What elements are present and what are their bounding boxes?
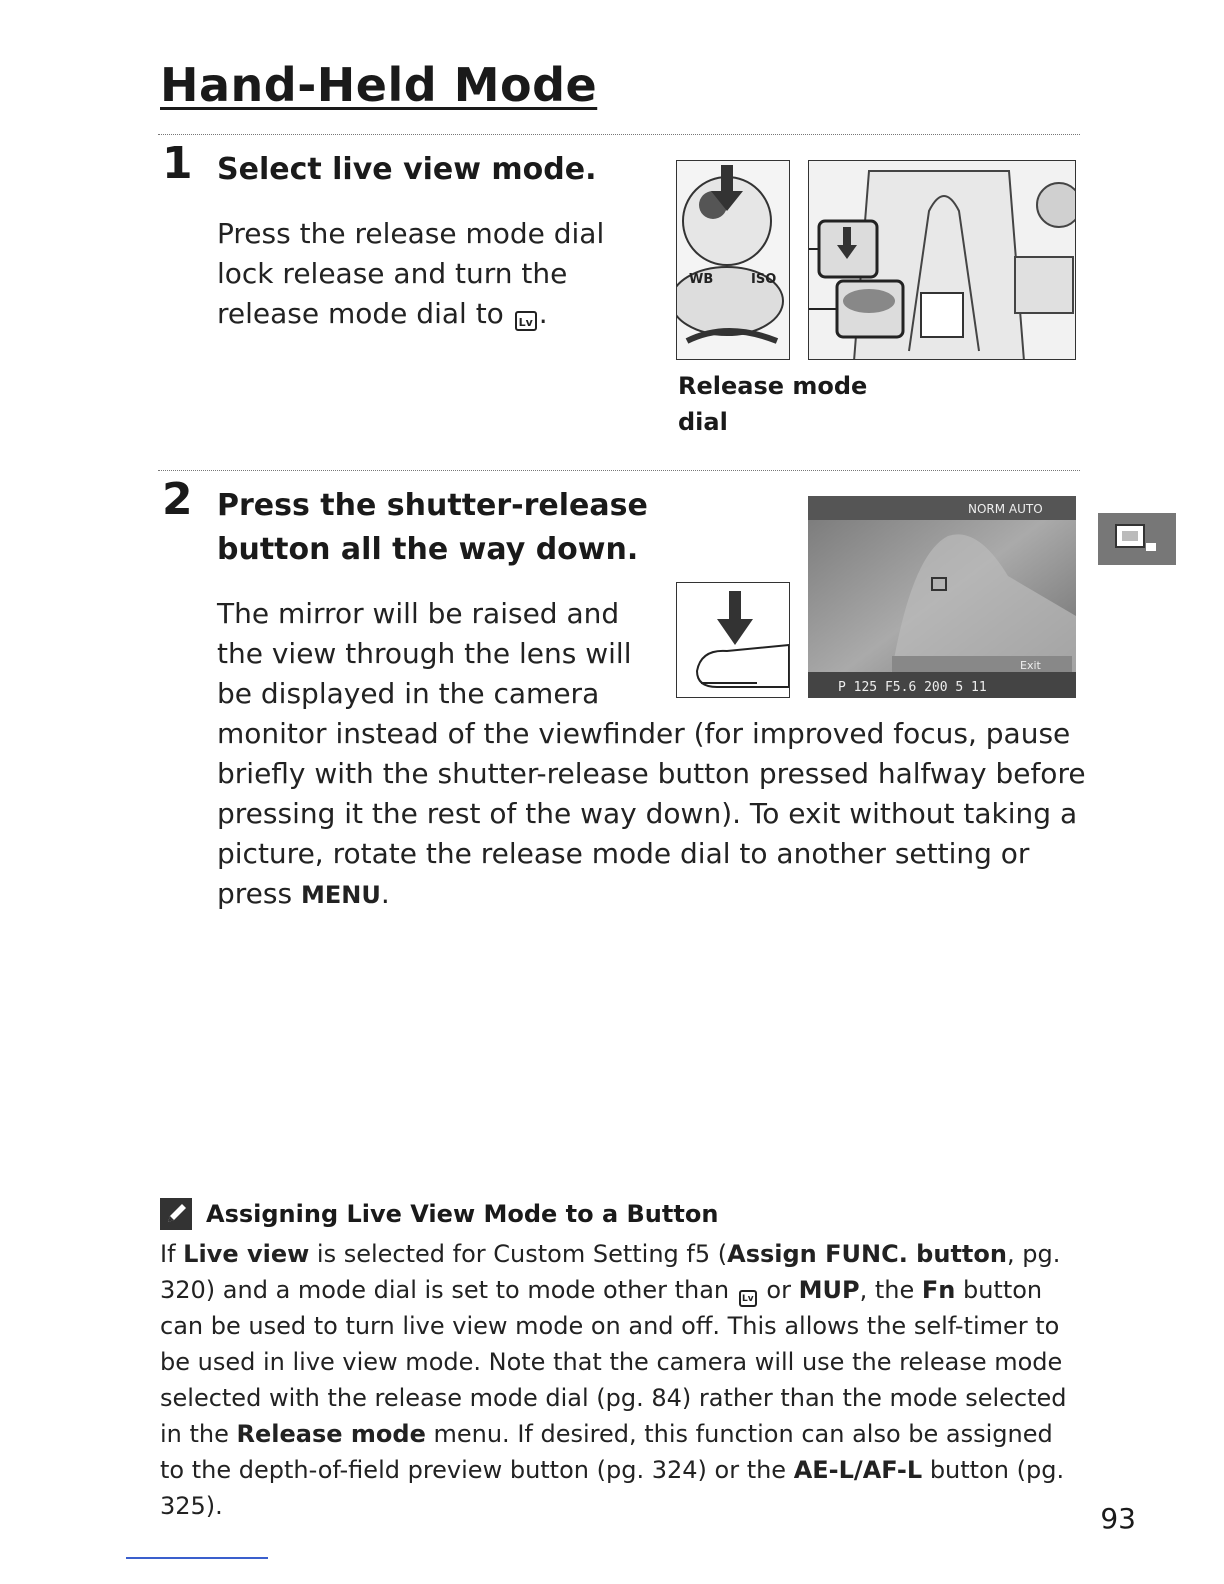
note-text: button (pg. 325).: [160, 1456, 1065, 1520]
step-2-line: the view through the lens will: [217, 637, 632, 670]
step-2-text-end: .: [380, 877, 390, 910]
note-text: button can be used to turn live view mode on and off. This allows the self-timer to be used in live view mode. Note that the camera will use the release mode selected with the release mode dial (pg. 84) rather than the mode selected in the: [160, 1276, 1067, 1448]
note-text: , pg. 320) and a mode dial is set to mode other than: [160, 1240, 1061, 1304]
page-title: Hand-Held Mode: [160, 58, 598, 112]
step-2-text: press: [217, 877, 301, 910]
note-bold: Assign FUNC. button: [727, 1240, 1007, 1268]
step-2-heading-line-2: button all the way down.: [217, 532, 639, 567]
step-2-line: briefly with the shutter-release button pressed halfway before: [217, 757, 1086, 790]
finger-pressing-icon: [677, 583, 790, 698]
note-bold: Fn: [921, 1276, 956, 1304]
section-divider: [158, 470, 1080, 471]
shutter-press-figure: [676, 582, 790, 698]
note-text: , the: [859, 1276, 922, 1304]
note-body: [160, 1236, 1080, 1524]
step-2-line: be displayed in the camera: [217, 677, 600, 710]
figure-caption-line-1: Release mode: [678, 372, 868, 400]
release-mode-dial-closeup: [676, 160, 790, 360]
dial-closeup-illustration: [677, 161, 790, 360]
monitor-top-status: NORM AUTO: [968, 502, 1043, 516]
step-1-text: Press the release mode dial lock release and turn the release mode dial to: [217, 217, 605, 330]
step-1-heading: Select live view mode.: [217, 152, 597, 187]
monitor-bottom-status: P 125 F5.6 200 5 11: [838, 680, 987, 695]
page-number: 93: [1100, 1502, 1136, 1535]
pencil-note-icon: [160, 1198, 192, 1230]
live-view-chapter-icon: [1098, 513, 1176, 565]
step-2-line: The mirror will be raised and: [217, 597, 620, 630]
chapter-tab: [1098, 513, 1176, 565]
camera-top-view: [808, 160, 1076, 360]
note-bold: Release mode: [236, 1420, 426, 1448]
footer-rule: [126, 1557, 268, 1559]
monitor-exit-label: Exit: [1020, 659, 1041, 672]
note-bold: MUP: [798, 1276, 860, 1304]
note-text: If: [160, 1240, 184, 1268]
camera-top-illustration: [809, 161, 1076, 360]
step-2-number: 2: [162, 474, 193, 525]
step-2-heading: [217, 484, 648, 572]
step-2-heading-line-1: Press the shutter-release: [217, 488, 648, 523]
figure-caption: [678, 368, 867, 440]
figure-caption-line-2: dial: [678, 408, 728, 436]
monitor-illustration: [808, 496, 1076, 698]
live-view-icon: Lv: [515, 311, 537, 331]
wb-label: WB: [689, 272, 714, 287]
note-text: is selected for Custom Setting f5 (: [309, 1240, 728, 1268]
note-bold: Live view: [183, 1240, 310, 1268]
step-2-line: monitor instead of the viewfinder (for improved focus, pause: [217, 717, 1071, 750]
step-2-body-top: [217, 594, 667, 714]
step-1-number: 1: [162, 138, 193, 189]
menu-button-label: MENU: [300, 881, 381, 909]
note-header: [160, 1198, 718, 1230]
step-2-line: pressing it the rest of the way down). To exit without taking a: [217, 797, 1078, 830]
note-text: or: [758, 1276, 799, 1304]
step-2-body-rest: [217, 714, 1097, 915]
live-view-icon: Lv: [739, 1290, 757, 1307]
note-text: menu. If desired, this function can also be assigned to the depth-of-field preview button (pg. 324) or the: [160, 1420, 1053, 1484]
step-2-line-last: [217, 874, 1097, 915]
live-view-monitor: [808, 496, 1076, 698]
iso-label: ISO: [751, 272, 777, 287]
note-title: Assigning Live View Mode to a Button: [206, 1200, 719, 1228]
section-divider: [158, 134, 1080, 135]
step-2-line: picture, rotate the release mode dial to another setting or: [217, 837, 1030, 870]
step-1-body: [217, 214, 617, 334]
step-1-text-end: .: [538, 297, 548, 330]
note-bold: AE-L/AF-L: [793, 1456, 923, 1484]
